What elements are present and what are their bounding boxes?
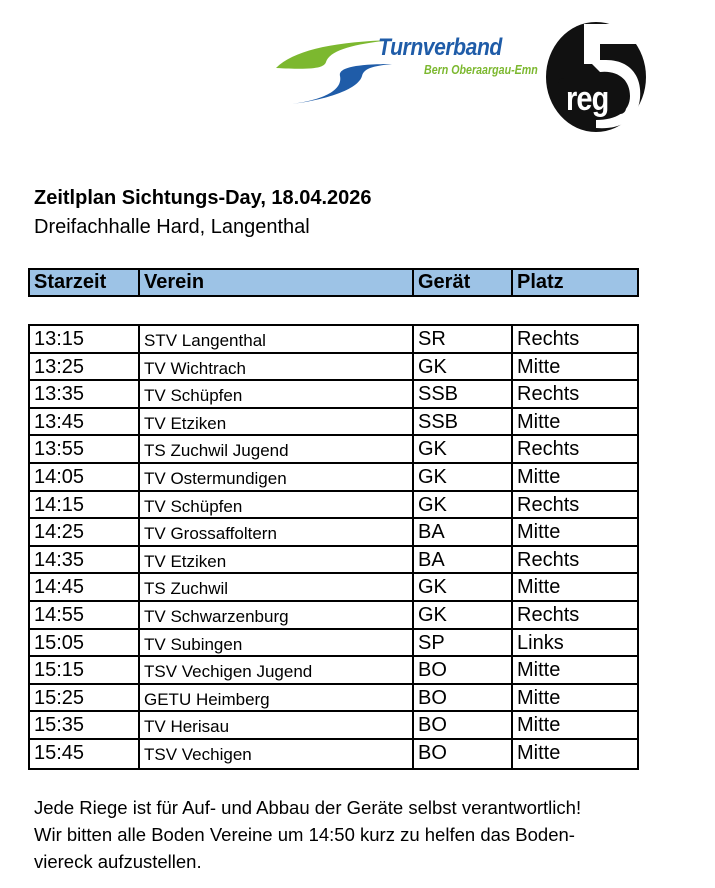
cell-club: TV Schwarzenburg bbox=[140, 602, 414, 628]
venue-subtitle: Dreifachhalle Hard, Langenthal bbox=[34, 216, 310, 238]
cell-club: GETU Heimberg bbox=[140, 685, 414, 711]
table-row bbox=[30, 547, 637, 575]
cell-time: 15:25 bbox=[30, 685, 140, 711]
cell-device: GK bbox=[414, 354, 513, 380]
column-header-platz: Platz bbox=[517, 271, 564, 293]
cell-device: BA bbox=[414, 519, 513, 545]
cell-place: Rechts bbox=[517, 438, 580, 461]
cell-device: SSB bbox=[414, 409, 513, 435]
turnverband-logo bbox=[274, 28, 544, 108]
cell-place: Rechts bbox=[517, 383, 580, 406]
table-row bbox=[30, 740, 637, 768]
cell-time: 13:25 bbox=[30, 354, 140, 380]
cell-club: TSV Vechigen Jugend bbox=[140, 657, 414, 683]
swoosh-icon bbox=[274, 28, 394, 108]
table-row bbox=[30, 381, 637, 409]
cell-place: Mitte bbox=[517, 714, 561, 737]
cell-place: Mitte bbox=[517, 410, 561, 433]
cell-time: 14:15 bbox=[30, 492, 140, 518]
cell-time: 13:15 bbox=[30, 326, 140, 352]
cell-device: BA bbox=[414, 547, 513, 573]
cell-time: 13:35 bbox=[30, 381, 140, 407]
cell-device: SR bbox=[414, 326, 513, 352]
table-row bbox=[30, 574, 637, 602]
table-row bbox=[30, 354, 637, 382]
cell-place: Links bbox=[517, 631, 564, 654]
cell-device: GK bbox=[414, 602, 513, 628]
cell-place: Mitte bbox=[517, 521, 561, 544]
cell-club: TV Etziken bbox=[140, 547, 414, 573]
cell-place: Rechts bbox=[517, 548, 580, 571]
schedule-table-header bbox=[28, 268, 639, 297]
notes-section bbox=[34, 794, 714, 875]
cell-time: 15:15 bbox=[30, 657, 140, 683]
logo-subtitle: Bern Oberaargau-Emn bbox=[424, 62, 538, 77]
table-row bbox=[30, 464, 637, 492]
cell-club: TV Etziken bbox=[140, 409, 414, 435]
cell-time: 14:25 bbox=[30, 519, 140, 545]
table-row bbox=[30, 519, 637, 547]
table-row bbox=[30, 712, 637, 740]
cell-club: TV Grossaffoltern bbox=[140, 519, 414, 545]
cell-club: TV Wichtrach bbox=[140, 354, 414, 380]
cell-club: TV Subingen bbox=[140, 630, 414, 656]
cell-place: Rechts bbox=[517, 328, 580, 350]
cell-time: 13:45 bbox=[30, 409, 140, 435]
cell-device: BO bbox=[414, 740, 513, 768]
table-row bbox=[30, 492, 637, 520]
cell-place: Mitte bbox=[517, 576, 561, 599]
column-header-verein: Verein bbox=[140, 270, 414, 295]
note-line: viereck aufzustellen. bbox=[34, 851, 202, 872]
cell-place: Mitte bbox=[517, 659, 561, 682]
cell-club: TS Zuchwil Jugend bbox=[140, 436, 414, 462]
cell-device: BO bbox=[414, 685, 513, 711]
note-line: Wir bitten alle Boden Vereine um 14:50 kurz zu helfen das Boden- bbox=[34, 824, 575, 845]
cell-device: SP bbox=[414, 630, 513, 656]
table-row bbox=[30, 685, 637, 713]
table-row bbox=[30, 436, 637, 464]
cell-club: TV Schüpfen bbox=[140, 492, 414, 518]
note-line: Jede Riege ist für Auf- und Abbau der Geräte selbst verantwortlich! bbox=[34, 797, 582, 818]
cell-time: 15:35 bbox=[30, 712, 140, 738]
cell-place: Mitte bbox=[517, 355, 561, 378]
cell-club: TS Zuchwil bbox=[140, 574, 414, 600]
cell-club: TV Ostermundigen bbox=[140, 464, 414, 490]
cell-club: TSV Vechigen bbox=[140, 740, 414, 768]
cell-place: Rechts bbox=[517, 603, 580, 626]
cell-device: GK bbox=[414, 492, 513, 518]
cell-device: SSB bbox=[414, 381, 513, 407]
cell-time: 15:45 bbox=[30, 740, 140, 768]
cell-device: BO bbox=[414, 657, 513, 683]
cell-device: GK bbox=[414, 464, 513, 490]
reg5-logo bbox=[544, 20, 648, 134]
cell-device: GK bbox=[414, 436, 513, 462]
cell-club: TV Schüpfen bbox=[140, 381, 414, 407]
cell-time: 14:45 bbox=[30, 574, 140, 600]
cell-time: 14:35 bbox=[30, 547, 140, 573]
cell-place: Mitte bbox=[517, 741, 561, 764]
column-header-starzeit: Starzeit bbox=[30, 270, 140, 295]
cell-time: 14:55 bbox=[30, 602, 140, 628]
cell-place: Mitte bbox=[517, 465, 561, 488]
cell-club: STV Langenthal bbox=[140, 326, 414, 352]
reg-text: reg bbox=[566, 80, 609, 118]
table-row bbox=[30, 657, 637, 685]
page-title: Zeitlplan Sichtungs-Day, 18.04.2026 bbox=[34, 187, 372, 209]
table-row bbox=[30, 602, 637, 630]
cell-time: 15:05 bbox=[30, 630, 140, 656]
schedule-table bbox=[28, 324, 639, 770]
cell-device: BO bbox=[414, 712, 513, 738]
cell-device: GK bbox=[414, 574, 513, 600]
cell-club: TV Herisau bbox=[140, 712, 414, 738]
table-row bbox=[30, 326, 637, 354]
column-header-geraet: Gerät bbox=[414, 270, 513, 295]
table-row bbox=[30, 409, 637, 437]
table-row bbox=[30, 630, 637, 658]
cell-time: 14:05 bbox=[30, 464, 140, 490]
cell-time: 13:55 bbox=[30, 436, 140, 462]
cell-place: Mitte bbox=[517, 686, 561, 709]
logo-title: Turnverband bbox=[378, 34, 502, 61]
cell-place: Rechts bbox=[517, 493, 580, 516]
